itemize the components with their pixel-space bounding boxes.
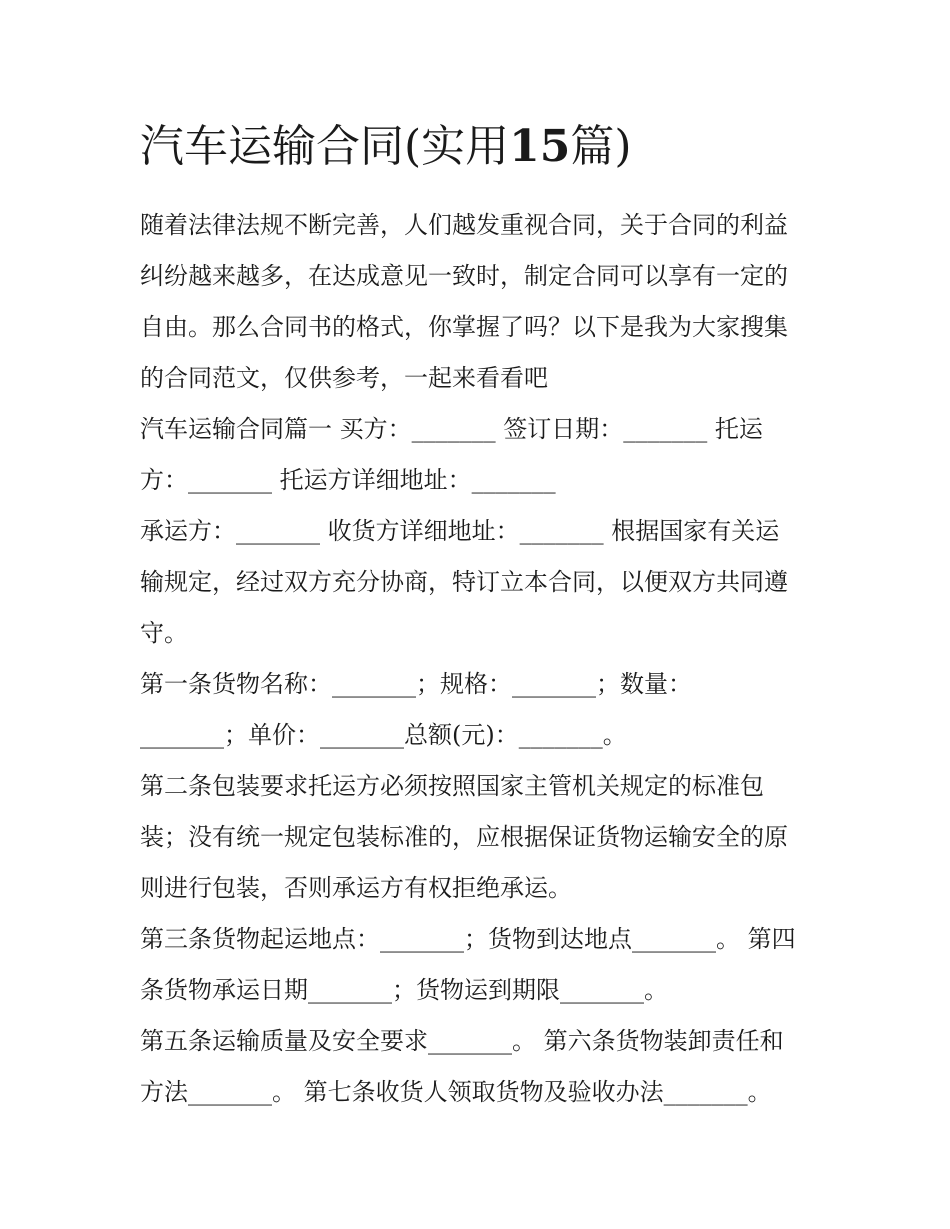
paragraph-line: 方：_______ 托运方详细地址：_______ bbox=[140, 466, 556, 494]
paragraph-line: 第五条运输质量及安全要求_______。 第六条货物装卸责任和 bbox=[140, 1027, 784, 1055]
paragraph-line: 纠纷越来越多，在达成意见一致时，制定合同可以享有一定的 bbox=[140, 262, 788, 290]
title-text-part1: 汽车运输合同(实用 bbox=[140, 121, 510, 172]
paragraph-line: 则进行包装，否则承运方有权拒绝承运。 bbox=[140, 874, 572, 902]
paragraph-line: 第二条包装要求托运方必须按照国家主管机关规定的标准包 bbox=[140, 772, 764, 800]
paragraph-line: 装；没有统一规定包装标准的，应根据保证货物运输安全的原 bbox=[140, 823, 788, 851]
paragraph-line: 方法_______。 第七条收货人领取货物及验收办法_______。 bbox=[140, 1078, 772, 1106]
paragraph-line: 自由。那么合同书的格式，你掌握了吗？以下是我为大家搜集 bbox=[140, 313, 788, 341]
document-title bbox=[140, 116, 632, 178]
paragraph-line: 输规定，经过双方充分协商，特订立本合同，以便双方共同遵 bbox=[140, 568, 788, 596]
paragraph-line: 的合同范文，仅供参考，一起来看看吧 bbox=[140, 364, 548, 392]
paragraph-line: 承运方：_______ 收货方详细地址：_______ 根据国家有关运 bbox=[140, 517, 780, 545]
paragraph-line: 第三条货物起运地点：_______；货物到达地点_______。 第四 bbox=[140, 925, 796, 953]
paragraph-line: 守。 bbox=[140, 619, 188, 647]
paragraph-line: 汽车运输合同篇一 买方：_______ 签订日期：_______ 托运 bbox=[140, 415, 763, 443]
document-body bbox=[140, 200, 820, 1118]
title-text-part3: 篇) bbox=[570, 121, 632, 172]
paragraph-line: 随着法律法规不断完善，人们越发重视合同，关于合同的利益 bbox=[140, 211, 788, 239]
paragraph-line: 条货物承运日期_______；货物运到期限_______。 bbox=[140, 976, 668, 1004]
title-number: 15 bbox=[509, 121, 571, 172]
paragraph-line: _______；单价：_______总额(元)：_______。 bbox=[140, 721, 627, 749]
paragraph-line: 第一条货物名称：_______；规格：_______；数量： bbox=[140, 670, 692, 698]
